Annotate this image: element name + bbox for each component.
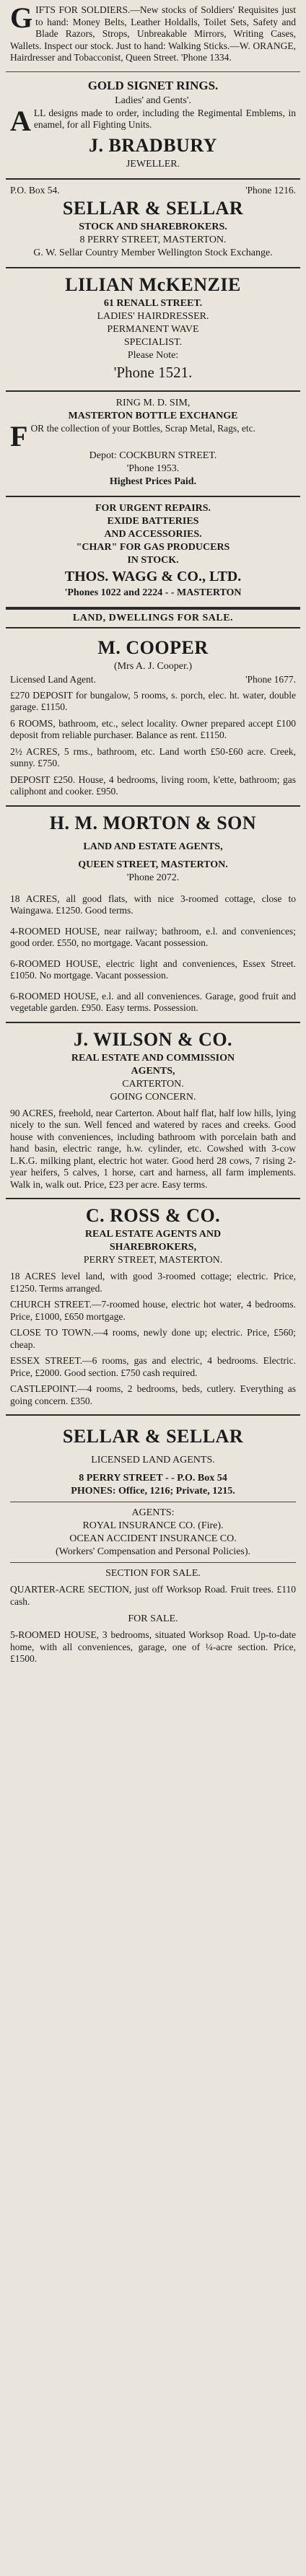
- wagg-line1: FOR URGENT REPAIRS.: [95, 502, 211, 514]
- sellar2-agents1: ROYAL INSURANCE CO. (Fire).: [82, 1520, 224, 1531]
- cooper-listing: DEPOSIT £250. House, 4 bedrooms, living room, k'ette, bathroom; gas caliphont and cooker. £950.: [10, 774, 296, 797]
- wagg-line3: AND ACCESSORIES.: [104, 528, 202, 540]
- ross-listing: 18 ACRES level land, with good 3-roomed cottage; electric. Price, £1250. Terms arranged.: [10, 1271, 296, 1294]
- wilson-name: J. WILSON & CO.: [73, 1028, 233, 1050]
- wagg-line5: IN STOCK.: [127, 554, 179, 566]
- ross-ad: [6, 1199, 300, 1416]
- bottle-prices: Highest Prices Paid.: [109, 476, 197, 487]
- mckenzie-line4: Please Note:: [127, 349, 179, 361]
- bradbury-body: LL designs made to order, including the Regimental Emblems, in enamel, for all Fighting Units.: [33, 107, 296, 130]
- sellar2-agents3: (Workers' Compensation and Personal Policies).: [55, 1546, 251, 1557]
- sellar-stock-ad: [6, 180, 300, 268]
- morton-ad: [6, 807, 300, 1023]
- morton-listing: 6-ROOMED HOUSE, e.l. and all conveniences. Garage, good fruit and vegetable garden. £950. Easy terms. Possession.: [10, 990, 296, 1013]
- ross-sub1: REAL ESTATE AGENTS AND: [84, 1229, 222, 1240]
- bottle-text: [10, 419, 296, 452]
- mckenzie-phone: 'Phone 1521.: [113, 363, 193, 381]
- ross-name: C. ROSS & CO.: [85, 1205, 221, 1226]
- ross-listing: CHURCH STREET.—7-roomed house, electric hot water, 4 bedrooms. Price, £1000, £650 mortgage.: [10, 1299, 296, 1322]
- cooper-phone: 'Phone 1677.: [245, 673, 296, 685]
- bottle-exchange-ad: [6, 392, 300, 497]
- bottle-dropcap: F: [10, 419, 28, 452]
- sellar-po-box: P.O. Box 54.: [10, 184, 60, 196]
- mckenzie-name: LILIAN McKENZIE: [65, 273, 241, 295]
- cooper-agent-row: [10, 673, 296, 685]
- gifts-ad: [6, 0, 300, 72]
- cooper-listing: £270 DEPOSIT for bungalow, 5 rooms, s. porch, elec. ht. water, double garage. £1150.: [10, 689, 296, 712]
- cooper-sub: (Mrs A. J. Cooper.): [113, 660, 193, 672]
- ross-listing: CASTLEPOINT.—4 rooms, 2 bedrooms, beds, cutlery. Everything as going concern. £350.: [10, 1383, 296, 1406]
- bottle-ring: RING M. D. SIM,: [115, 397, 191, 408]
- sellar-sub1: STOCK AND SHAREBROKERS.: [79, 221, 227, 232]
- wilson-sub3: CARTERTON.: [122, 1078, 184, 1090]
- bottle-title: MASTERTON BOTTLE EXCHANGE: [68, 410, 238, 421]
- sellar2-name: SELLAR & SELLAR: [62, 1426, 244, 1447]
- morton-name: H. M. MORTON & SON: [49, 812, 257, 833]
- bradbury-text: [10, 104, 296, 137]
- wagg-ad: [6, 497, 300, 608]
- bottle-depot: Depot: COCKBURN STREET.: [89, 450, 217, 461]
- morton-addr: QUEEN STREET, MASTERTON.: [78, 859, 228, 870]
- cooper-listing: 6 ROOMS, bathroom, etc., select locality. Owner prepared accept £100 deposit from reliable purchaser. Balance as rent. £1150.: [10, 717, 296, 740]
- cooper-listing: 2½ ACRES, 5 rms., bathroom, etc. Land worth £50-£60 acre. Creek, sunny. £750.: [10, 745, 296, 768]
- bradbury-ad: [6, 72, 300, 180]
- mckenzie-line1: LADIES' HAIRDRESSER.: [97, 310, 209, 322]
- wagg-line4: "CHAR" FOR GAS PRODUCERS: [76, 541, 230, 553]
- wilson-ad: [6, 1023, 300, 1200]
- gifts-dropcap: G: [10, 1, 33, 34]
- mckenzie-ad: [6, 268, 300, 392]
- sellar2-sale-heading: SECTION FOR SALE.: [105, 1568, 201, 1579]
- wilson-sub1: REAL ESTATE AND COMMISSION: [71, 1052, 235, 1064]
- wagg-name: THOS. WAGG & CO., LTD.: [64, 568, 242, 584]
- gifts-text: [10, 1, 296, 64]
- newspaper-classifieds: [6, 0, 300, 1673]
- ross-sub2: SHAREBROKERS,: [109, 1242, 197, 1253]
- mckenzie-addr: 61 RENALL STREET.: [103, 297, 203, 309]
- wilson-sub2: AGENTS,: [131, 1065, 175, 1077]
- sellar-sub2: 8 PERRY STREET, MASTERTON.: [79, 234, 227, 245]
- wagg-phones: 'Phones 1022 and 2224 - - MASTERTON: [64, 587, 242, 598]
- sellar2-sale-text: QUARTER-ACRE SECTION, just off Worksop Road. Fruit trees. £110 cash.: [10, 1584, 296, 1607]
- sellar-sub3: G. W. Sellar Country Member Wellington Stock Exchange.: [33, 247, 273, 258]
- sellar-name: SELLAR & SELLAR: [62, 197, 244, 219]
- mckenzie-line2: PERMANENT WAVE: [107, 323, 199, 335]
- bottle-body: OR the collection of your Bottles, Scrap Metal, Rags, etc.: [30, 422, 255, 434]
- mckenzie-line3: SPECIALIST.: [123, 336, 183, 348]
- sellar-land-ad: [6, 1416, 300, 1673]
- morton-phone: 'Phone 2072.: [126, 872, 180, 883]
- ross-listing: CLOSE TO TOWN.—4 rooms, newly done up; electric. Price, £560; cheap.: [10, 1327, 296, 1350]
- sellar2-agents-heading: AGENTS:: [131, 1507, 175, 1518]
- sellar2-sub: LICENSED LAND AGENTS.: [91, 1455, 215, 1466]
- divider: [10, 1562, 296, 1563]
- cooper-agent: Licensed Land Agent.: [10, 673, 96, 685]
- sellar-phone: 'Phone 1216.: [245, 184, 296, 196]
- wilson-sub4: GOING CONCERN.: [110, 1091, 196, 1103]
- sellar2-agents2: OCEAN ACCIDENT INSURANCE CO.: [69, 1533, 237, 1544]
- ross-listing: ESSEX STREET.—6 rooms, gas and electric, 4 bedrooms. Electric. Price, £2000. Good section. £750 cash required.: [10, 1355, 296, 1378]
- wagg-line2: EXIDE BATTERIES: [107, 515, 199, 527]
- sellar2-addr2: PHONES: Office, 1216; Private, 1215.: [71, 1486, 235, 1497]
- sellar2-forsale-heading: FOR SALE.: [128, 1613, 178, 1624]
- bradbury-headline: GOLD SIGNET RINGS.: [87, 78, 219, 92]
- morton-sub: LAND AND ESTATE AGENTS,: [83, 841, 223, 852]
- ross-sub3: PERRY STREET, MASTERTON.: [83, 1255, 223, 1266]
- morton-listing: 4-ROOMED HOUSE, near railway; bathroom, e.l. and conveniences; good order. £550, no mortgage. Vacant possession.: [10, 925, 296, 948]
- sellar-contact-row: [10, 184, 296, 196]
- gifts-body: IFTS FOR SOLDIERS.—New stocks of Soldiers' Requisites just to hand: Money Belts, Leather Holdalls, Toilet Sets, Safety and Blade Razors, Strops, Unbreakable Mirrors, Writing Cases, Wallets. Inspect our stock. Just to hand: Walking Sticks.—W. ORANGE, Hairdresser and Tobacconist, Queen Street. 'Phone 1334.: [10, 4, 296, 63]
- bottle-phone: 'Phone 1953.: [126, 463, 180, 474]
- bradbury-subline: Ladies' and Gents'.: [115, 95, 191, 106]
- land-section-heading: LAND, DWELLINGS FOR SALE.: [6, 608, 300, 628]
- cooper-name: M. COOPER: [97, 636, 209, 658]
- bradbury-dropcap: A: [10, 104, 31, 137]
- sellar2-addr1: 8 PERRY STREET - - P.O. Box 54: [79, 1473, 227, 1484]
- bradbury-name: J. BRADBURY: [89, 134, 217, 156]
- wilson-listing: 90 ACRES, freehold, near Carterton. About half flat, half low hills, lying nicely to the sun. Well fenced and watered by races and creeks. Good house with conveniences, including bathroom with porcelain bath and hand basin, electric range, h.w. cylinder, etc. Cowshed with 3-cow L.K.G. milking plant, electric hot water. Good herd 28 cows, 7 rising 2-year heifers, 5 calves, 1 horse, cart and harness, all farm implements. Walk in, walk out. Price, £23 per acre. Easy terms.: [10, 1107, 296, 1190]
- morton-listing: 18 ACRES, all good flats, with nice 3-roomed cottage, close to Waingawa. £1250. Good terms.: [10, 893, 296, 916]
- bradbury-title: JEWELLER.: [126, 158, 180, 170]
- morton-listing: 6-ROOMED HOUSE, electric light and conveniences, Essex Street. £1050. No mortgage. Vacant possession.: [10, 958, 296, 981]
- sellar2-forsale-text: 5-ROOMED HOUSE, 3 bedrooms, situated Worksop Road. Up-to-date home, with all conveniences, garage, one of ¼-acre section. Price, £1500.: [10, 1629, 296, 1664]
- cooper-ad: [6, 631, 300, 807]
